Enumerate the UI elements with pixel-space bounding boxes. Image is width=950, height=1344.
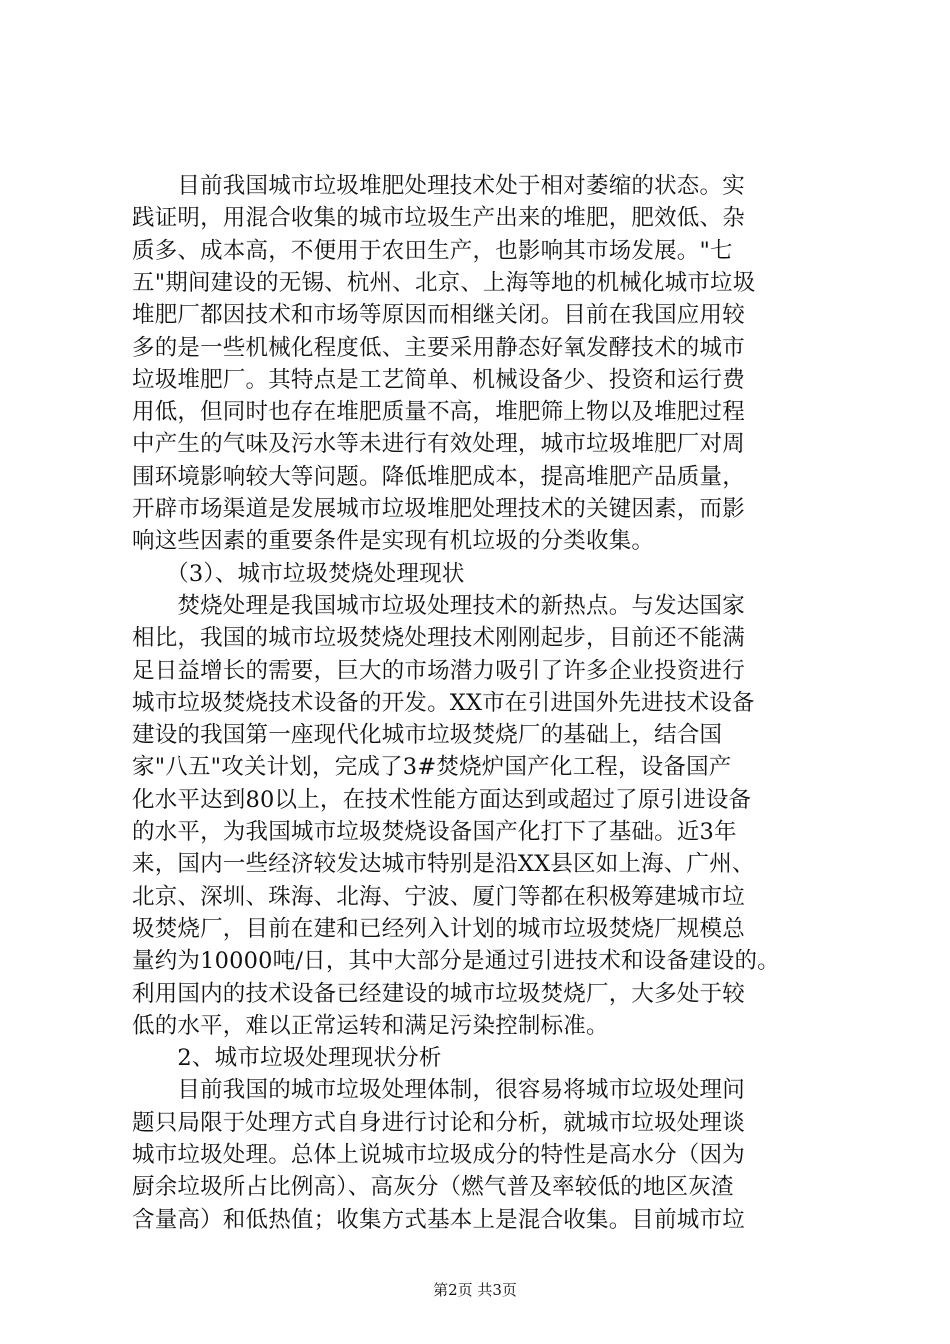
body-text-line: 足日益增长的需要，巨大的市场潜力吸引了许多企业投资进行 [132, 657, 745, 684]
body-text-line: 2、城市垃圾处理现状分析 [132, 1045, 442, 1072]
body-text-line: 目前我国城市垃圾堆肥处理技术处于相对萎缩的状态。实 [132, 173, 745, 199]
body-text-line: 城市垃圾焚烧技术设备的开发。XX市在引进国外先进技术设备 [132, 689, 755, 716]
body-text-line: 响这些因素的重要条件是实现有机垃圾的分类收集。 [132, 528, 655, 555]
body-text-line: 践证明，用混合收集的城市垃圾生产出来的堆肥，肥效低、杂 [132, 205, 745, 232]
body-text-line: 量约为10000吨/日，其中大部分是通过引进技术和设备建设的。 [132, 948, 780, 975]
body-text-line: （3）、城市垃圾焚烧处理现状 [132, 560, 465, 587]
body-text-line: 北京、深圳、珠海、北海、宁波、厦门等都在积极筹建城市垃 [132, 883, 745, 910]
body-text-line: 的水平，为我国城市垃圾焚烧设备国产化打下了基础。近3年 [132, 819, 737, 845]
body-text-line: 含量高）和低热值；收集方式基本上是混合收集。目前城市垃 [132, 1206, 745, 1233]
body-text-line: 用低，但同时也存在堆肥质量不高，堆肥筛上物以及堆肥过程 [132, 399, 745, 426]
body-text-line: 多的是一些机械化程度低、主要采用静态好氧发酵技术的城市 [132, 334, 745, 361]
body-text-line: 利用国内的技术设备已经建设的城市垃圾焚烧厂，大多处于较 [132, 980, 745, 1007]
body-text-line: 低的水平，难以正常运转和满足污染控制标准。 [132, 1012, 609, 1039]
body-text-line: 相比，我国的城市垃圾焚烧处理技术刚刚起步，目前还不能满 [132, 625, 745, 652]
body-text-line: 中产生的气味及污水等未进行有效处理，城市垃圾堆肥厂对周 [132, 431, 745, 458]
body-text-line: 家"八五"攻关计划，完成了3#焚烧炉国产化工程，设备国产 [132, 754, 732, 781]
body-text-line: 题只局限于处理方式自身进行讨论和分析，就城市垃圾处理谈 [132, 1109, 745, 1136]
body-text-line: 圾焚烧厂，目前在建和已经列入计划的城市垃圾焚烧厂规模总 [132, 915, 745, 942]
body-text-line: 厨余垃圾所占比例高）、高灰分（燃气普及率较低的地区灰渣 [132, 1174, 734, 1201]
body-text-line: 围环境影响较大等问题。降低堆肥成本，提高堆肥产品质量， [132, 463, 745, 490]
body-text-line: 五"期间建设的无锡、杭州、北京、上海等地的机械化城市垃圾 [132, 269, 756, 296]
body-text-line: 开辟市场渠道是发展城市垃圾堆肥处理技术的关键因素，而影 [132, 496, 745, 522]
body-text-line: 垃圾堆肥厂。其特点是工艺简单、机械设备少、投资和运行费 [132, 366, 745, 393]
body-text-line: 目前我国的城市垃圾处理体制，很容易将城市垃圾处理问 [132, 1077, 745, 1104]
body-text-line: 质多、成本高，不便用于农田生产，也影响其市场发展。"七 [132, 237, 733, 264]
body-text-line: 建设的我国第一座现代化城市垃圾焚烧厂的基础上，结合国 [132, 722, 723, 749]
page-footer: 第2页 共3页 [433, 1281, 517, 1299]
body-text-line: 堆肥厂都因技术和市场等原因而相继关闭。目前在我国应用较 [132, 302, 745, 329]
body-text-line: 来，国内一些经济较发达城市特别是沿XX县区如上海、广州、 [132, 851, 755, 878]
body-text-line: 化水平达到80以上，在技术性能方面达到或超过了原引进设备 [132, 786, 752, 813]
body-text-line: 城市垃圾处理。总体上说城市垃圾成分的特性是高水分（因为 [132, 1142, 745, 1168]
body-text-line: 焚烧处理是我国城市垃圾处理技术的新热点。与发达国家 [132, 592, 745, 619]
